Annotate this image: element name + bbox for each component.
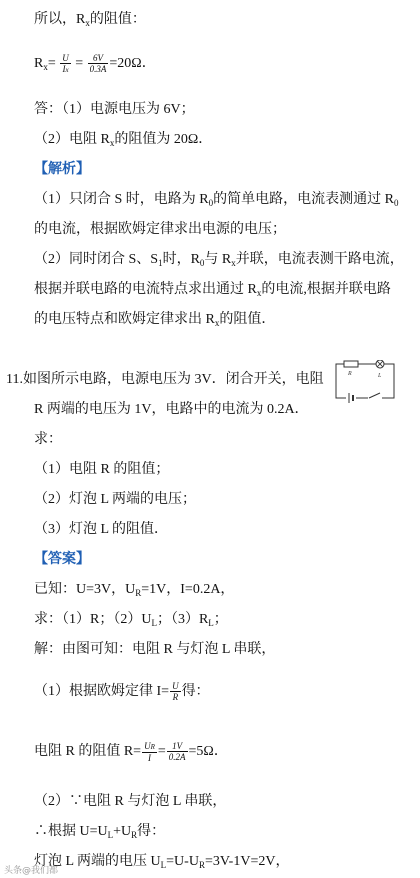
series-line: （2）∵电阻 R 与灯泡 L 串联，: [34, 794, 227, 809]
subscript: 0: [393, 198, 399, 208]
numerator: U: [62, 52, 69, 63]
numerator: 6V: [88, 53, 109, 64]
text: =: [75, 56, 84, 71]
subscript: R: [150, 742, 155, 751]
daan-tag: 【答案】: [34, 552, 90, 567]
ohm-law-line: [34, 680, 210, 702]
jiexi-line-5: [34, 308, 275, 328]
subscript: 0: [199, 258, 205, 268]
text: （2）同时闭合 S、S: [34, 252, 159, 267]
text: 的简单电路，电流表测通过 R: [213, 192, 394, 207]
known-line: [34, 578, 234, 598]
text: 已知：U=3V，U: [34, 582, 136, 597]
text: 电阻 R 的阻值 R=: [34, 744, 142, 759]
subscript: L: [151, 618, 157, 628]
text: 求：（1）R；（2）U: [34, 612, 152, 627]
resistance-formula: [34, 740, 228, 763]
subscript: L: [107, 830, 114, 840]
battery-gap: [346, 394, 356, 402]
text: =3V-1V=2V，: [204, 854, 290, 869]
circuit-wire: [336, 364, 394, 398]
subscript: x: [231, 258, 236, 268]
resistor-symbol: [344, 361, 358, 367]
find-line: [34, 608, 228, 628]
text: =U-U: [166, 854, 199, 869]
subscript: x: [256, 288, 262, 298]
lamp-label: L: [378, 373, 382, 379]
text: =1V，I=0.2A，: [141, 582, 235, 597]
question-part-2: （2）灯泡 L 两端的电压；: [34, 492, 197, 507]
text: （2）电阻 R: [34, 132, 110, 147]
denominator: R: [172, 692, 179, 703]
text: 并联，电流表测干路电流，: [235, 252, 404, 267]
subscript: R: [131, 830, 138, 840]
voltage-sum-line: [34, 820, 165, 840]
text: （1）根据欧姆定律 I=: [34, 684, 170, 699]
denominator: 0.3A: [89, 64, 107, 75]
text: =: [47, 56, 56, 71]
numerator: 1V: [167, 741, 188, 752]
text: R: [34, 56, 44, 71]
denominator: 0.2A: [168, 752, 186, 763]
text: 的阻值：: [89, 12, 146, 27]
text: 的阻值为 20Ω．: [114, 132, 213, 147]
text: 的电压特点和欧姆定律求出 R: [34, 312, 215, 327]
text: 得：: [181, 684, 210, 699]
circuit-diagram: [334, 360, 398, 404]
text: +U: [113, 824, 132, 839]
question-11-line-2: R 两端的电压为 1V，电路中的电流为 0.2A．: [34, 402, 309, 417]
text: 灯泡 L 两端的电压 U: [34, 854, 161, 869]
question-11-line-1: 11.如图所示电路，电源电压为 3V．闭合开关，电阻: [6, 372, 324, 387]
denominator: I: [147, 752, 151, 763]
text: ；: [213, 612, 228, 627]
subscript: L: [160, 860, 167, 870]
fraction: [142, 741, 157, 763]
subscript: x: [65, 65, 69, 74]
text: I: [62, 63, 66, 74]
text: ；（3）R: [156, 612, 209, 627]
fraction: [167, 741, 188, 762]
text: 时，R: [162, 252, 200, 267]
text: 的电流,根据并联电路: [261, 282, 391, 297]
watermark: 头条@我们都: [4, 866, 59, 876]
numerator: U: [172, 681, 179, 692]
subscript: x: [43, 62, 48, 72]
rx-intro-line: [34, 8, 146, 28]
solution-line: 解：由图可知：电阻 R 与灯泡 L 串联，: [34, 642, 276, 657]
text: 得：: [137, 824, 166, 839]
text: 所以，R: [34, 12, 86, 27]
jiexi-line-4: [34, 278, 391, 298]
subscript: L: [208, 618, 214, 628]
subscript: x: [85, 18, 90, 28]
lamp-voltage-line: [34, 850, 289, 870]
answer-line-1: 答：（1）电源电压为 6V；: [34, 102, 195, 117]
jiexi-tag: 【解析】: [34, 162, 90, 177]
rx-formula: [34, 52, 156, 75]
text: 与 R: [204, 252, 232, 267]
subscript: R: [198, 860, 205, 870]
denominator: [60, 64, 71, 75]
text: （1）只闭合 S 时，电路为 R: [34, 192, 209, 207]
fraction: [88, 53, 109, 74]
text: U: [144, 740, 151, 751]
answer-line-2: [34, 128, 212, 148]
text: 根据并联电路的电流特点求出通过 R: [34, 282, 257, 297]
resistor-label: R: [348, 371, 352, 377]
text: ∴根据 U=U: [34, 824, 108, 839]
text: =: [157, 744, 166, 759]
subscript: 0: [208, 198, 214, 208]
jiexi-line-1: [34, 188, 398, 208]
text: =5Ω．: [188, 744, 228, 759]
subscript: x: [214, 318, 220, 328]
fraction: [170, 681, 181, 702]
numerator: [142, 741, 157, 753]
qiu-line: 求：: [34, 432, 62, 447]
jiexi-line-2: 的电流，根据欧姆定律求出电源的电压；: [34, 222, 286, 237]
question-part-3: （3）灯泡 L 的阻值．: [34, 522, 169, 537]
question-part-1: （1）电阻 R 的阻值；: [34, 462, 170, 477]
subscript: 1: [158, 258, 163, 268]
text: 的阻值．: [219, 312, 276, 327]
jiexi-line-3: [34, 248, 404, 268]
subscript: x: [109, 138, 115, 148]
subscript: R: [135, 588, 142, 598]
text: =20Ω．: [109, 56, 156, 71]
fraction: [60, 53, 71, 75]
